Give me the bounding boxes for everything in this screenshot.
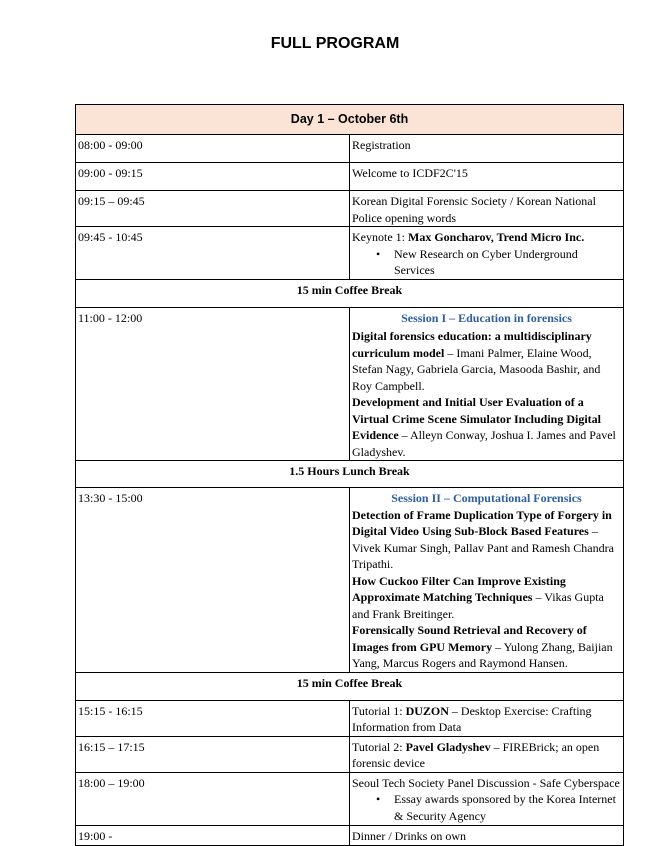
table-row <box>76 227 624 280</box>
table-row <box>76 191 624 227</box>
program-table <box>75 104 624 846</box>
paper-authors: – Alleyn Conway, Joshua I. James and Pavel Gladyshev. <box>352 428 616 459</box>
table-row <box>76 825 624 845</box>
event-cell <box>350 227 624 280</box>
paper-item <box>352 328 621 394</box>
paper-authors: – Yulong Zhang, Baijian Yang, Marcus Rogers and Raymond Hansen. <box>352 639 613 670</box>
event-cell: Welcome to ICDF2C'15 <box>350 163 624 191</box>
event-cell <box>350 772 624 825</box>
table-row <box>76 307 624 461</box>
break-row <box>76 279 624 307</box>
paper-item <box>352 622 621 672</box>
paper-authors: – Imani Palmer, Elaine Wood, Stefan Nagy, Gabriela Garcia, Masooda Bashir, and Roy Campbell. <box>352 345 601 393</box>
day-header-row <box>76 105 624 135</box>
break-label: 15 min Coffee Break <box>76 279 624 307</box>
time-cell: 13:30 - 15:00 <box>76 488 350 673</box>
paper-item <box>352 507 621 573</box>
bullet-text: New Research on Cyber Underground Services <box>394 246 578 277</box>
time-cell: 09:15 – 09:45 <box>76 191 350 227</box>
bullet-icon: • <box>376 246 381 261</box>
tutorial-topic: – FIREBrick; an open forensic device <box>352 739 600 770</box>
time-cell: 08:00 - 09:00 <box>76 135 350 163</box>
table-row <box>76 736 624 772</box>
time-cell: 19:00 - <box>76 825 350 845</box>
event-cell: Korean Digital Forensic Society / Korean National Police opening words <box>350 191 624 227</box>
tutorial-presenter: DUZON <box>405 703 449 718</box>
event-text: Seoul Tech Society Panel Discussion - Safe Cyberspace <box>352 775 620 790</box>
bullet-item <box>352 246 621 279</box>
day-header: Day 1 – October 6th <box>76 105 624 135</box>
paper-title: Detection of Frame Duplication Type of Forgery in Digital Video Using Sub-Block Based Features <box>352 507 612 538</box>
time-cell: 15:15 - 16:15 <box>76 700 350 736</box>
keynote-prefix: Keynote 1: <box>352 230 408 244</box>
page-title: FULL PROGRAM <box>270 35 400 52</box>
time-cell: 16:15 – 17:15 <box>76 736 350 772</box>
paper-authors: – Vikas Gupta and Frank Breitinger. <box>352 590 604 621</box>
time-cell: 18:00 – 19:00 <box>76 772 350 825</box>
tutorial-topic: – Desktop Exercise: Crafting Information from Data <box>352 703 592 734</box>
keynote-speaker: Max Goncharov, Trend Micro Inc. <box>408 230 585 244</box>
bullet-icon: • <box>376 792 381 806</box>
table-row <box>76 163 624 191</box>
break-row <box>76 461 624 488</box>
event-cell: Dinner / Drinks on own <box>350 825 624 845</box>
tutorial-prefix: Tutorial 2: <box>352 739 406 754</box>
tutorial-prefix: Tutorial 1: <box>352 703 406 718</box>
bullet-text: Essay awards sponsored by the Korea Internet & Security Agency <box>394 792 616 823</box>
time-cell: 09:00 - 09:15 <box>76 163 350 191</box>
paper-item <box>352 394 621 460</box>
bullet-item <box>352 791 621 824</box>
paper-title: Digital forensics education: a multidisciplinary curriculum model <box>352 329 592 360</box>
table-row <box>76 488 624 673</box>
paper-title: How Cuckoo Filter Can Improve Existing Approximate Matching Techniques <box>352 573 566 604</box>
time-cell: 09:45 - 10:45 <box>76 227 350 280</box>
event-cell <box>350 736 624 772</box>
table-row <box>76 700 624 736</box>
paper-title: Forensically Sound Retrieval and Recovery of Images from GPU Memory <box>352 623 587 654</box>
session-cell <box>350 307 624 461</box>
session-title: Session I – Education in forensics <box>401 310 572 325</box>
paper-title: Development and Initial User Evaluation of a Virtual Crime Scene Simulator Including Digital Evidence <box>352 395 601 442</box>
table-row <box>76 135 624 163</box>
paper-authors: – Vivek Kumar Singh, Pallav Pant and Ramesh Chandra Tripathi. <box>352 524 614 571</box>
session-title: Session II – Computational Forensics <box>391 491 582 505</box>
event-cell <box>350 700 624 736</box>
table-row <box>76 772 624 825</box>
break-label: 15 min Coffee Break <box>76 672 624 700</box>
session-cell <box>350 488 624 673</box>
tutorial-presenter: Pavel Gladyshev <box>405 739 491 754</box>
event-cell: Registration <box>350 135 624 163</box>
paper-item <box>352 573 621 623</box>
break-label: 1.5 Hours Lunch Break <box>76 461 624 488</box>
time-cell: 11:00 - 12:00 <box>76 307 350 461</box>
break-row <box>76 672 624 700</box>
